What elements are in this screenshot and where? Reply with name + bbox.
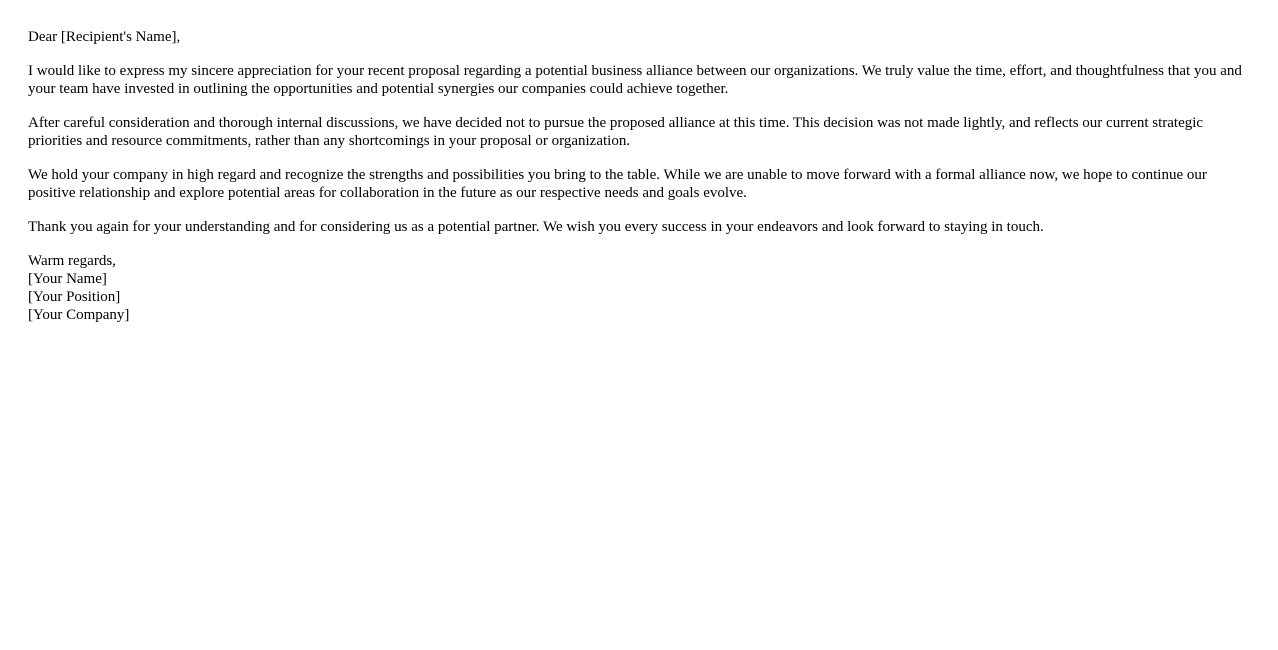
letter-closing: Warm regards, — [28, 253, 116, 269]
letter-signature-block — [28, 252, 1250, 324]
letter-paragraph-1: I would like to express my sincere appreciation for your recent proposal regarding a potential business alliance between our organizations. We truly value the time, effort, and thoughtfulness that you and your team have invested in outlining the opportunities and potential synergies our companies could achieve together. — [28, 63, 1242, 97]
letter-paragraph-2: After careful consideration and thorough internal discussions, we have decided not to pursue the proposed alliance at this time. This decision was not made lightly, and reflects our current strategic priorities and resource commitments, rather than any shortcomings in your proposal or organization. — [28, 115, 1204, 149]
sender-company: [Your Company] — [28, 307, 130, 323]
sender-position: [Your Position] — [28, 289, 121, 305]
letter-greeting: Dear [Recipient's Name], — [28, 29, 181, 45]
sender-name: [Your Name] — [28, 271, 107, 287]
letter-paragraph-4: Thank you again for your understanding and for considering us as a potential partner. We wish you every success in your endeavors and look forward to staying in touch. — [28, 219, 1044, 235]
letter-paragraph-3: We hold your company in high regard and recognize the strengths and possibilities you bring to the table. While we are unable to move forward with a formal alliance now, we hope to continue our positive relationship and explore potential areas for collaboration in the future as our respective needs and goals evolve. — [28, 167, 1207, 201]
letter-body — [28, 28, 1250, 324]
